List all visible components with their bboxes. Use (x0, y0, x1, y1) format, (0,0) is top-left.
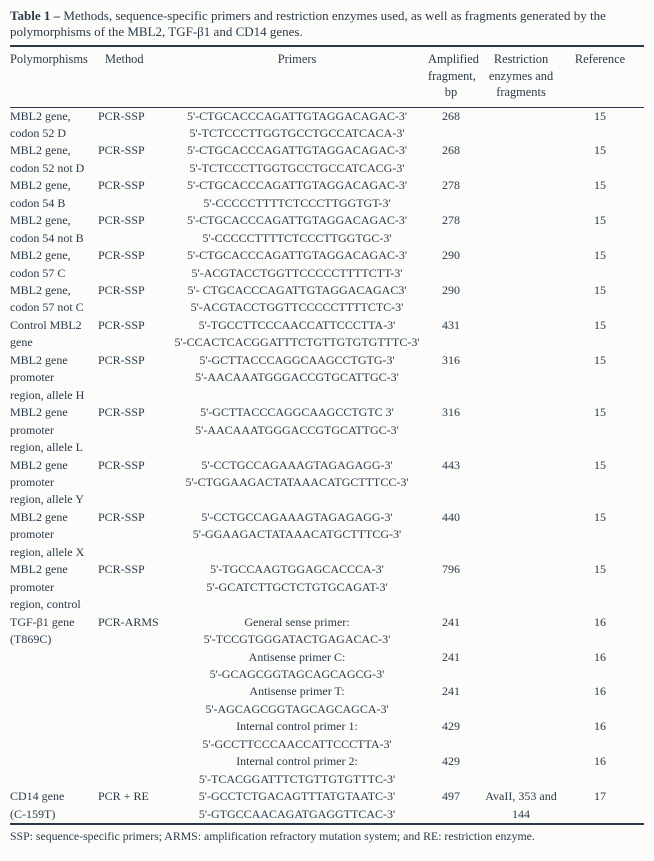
column-header-line: Reference (574, 52, 626, 66)
polymorphism-cell (10, 247, 98, 282)
restriction-cell (474, 107, 568, 142)
polymorphism-cell (10, 404, 98, 456)
polymorphism-line: MBL2 gene, (10, 143, 71, 158)
restriction-cell (474, 404, 568, 456)
polymorphism-line: region, allele X (10, 544, 85, 559)
table-title-text: Methods, sequence-specific primers and restriction enzymes used, as well as fragments generated by the polymorphisms of the MBL2, TGF-β1 and CD14 genes. (10, 8, 606, 39)
restriction-cell (474, 457, 568, 509)
reference-value: 15 (594, 405, 606, 420)
polymorphism-line: MBL2 gene, (10, 283, 71, 298)
primer-line: 5'-CTGCACCCAGATTGTAGGACAGAC-3' (186, 248, 408, 263)
column-header-primers (166, 46, 428, 107)
polymorphism-line: region, allele Y (10, 492, 84, 507)
fragment-cell (428, 614, 474, 649)
primers-cell (166, 509, 428, 561)
method-cell (98, 107, 166, 142)
reference-value: 15 (594, 283, 606, 298)
restriction-cell (474, 649, 568, 684)
table-row (10, 212, 644, 247)
reference-value: 16 (594, 754, 606, 769)
method-value: PCR-SSP (98, 317, 145, 332)
method-cell (98, 142, 166, 177)
fragment-cell (428, 649, 474, 684)
polymorphism-line: codon 52 not D (10, 160, 85, 175)
table-title (10, 8, 644, 40)
primers-cell (166, 107, 428, 142)
fragment-value: 431 (442, 317, 460, 332)
method-cell (98, 509, 166, 561)
polymorphism-cell (10, 788, 98, 824)
polymorphism-line: promoter (10, 422, 54, 437)
primers-cell (166, 177, 428, 212)
fragment-value: 440 (442, 509, 460, 524)
polymorphism-line: (C-159T) (10, 806, 56, 821)
primers-cell (166, 683, 428, 718)
method-cell (98, 317, 166, 352)
fragment-value: 443 (442, 457, 460, 472)
primer-line: 5'-CCACTCACGGATTTCTGTTGTGTGTTTC-3' (174, 335, 420, 350)
primers-cell (166, 788, 428, 824)
column-header-amplified-fragment (428, 46, 479, 107)
fragment-cell (428, 457, 474, 509)
primer-line: 5'-AGCAGCGGTAGCAGCAGCA-3' (205, 701, 389, 716)
polymorphism-cell (10, 753, 98, 788)
polymorphism-line: MBL2 gene (10, 509, 68, 524)
primer-line: 5'-TCTCCCTTGGTGCCTGCCATCACA-3' (189, 125, 405, 140)
method-value: PCR-SSP (98, 213, 145, 228)
fragment-cell (428, 352, 474, 404)
restriction-cell (474, 352, 568, 404)
table-footnote: SSP: sequence-specific primers; ARMS: amplification refractory mutation system; and RE: restriction enzyme. (10, 829, 535, 844)
fragment-cell (428, 509, 474, 561)
primer-line: 5'- CTGCACCCAGATTGTAGGACAGAC3' (187, 283, 407, 298)
polymorphism-line: region, allele L (10, 440, 83, 455)
table-body (10, 107, 644, 824)
reference-value: 15 (594, 108, 606, 123)
restriction-cell (474, 177, 568, 212)
column-header-line: Method (105, 52, 144, 66)
column-header-line: fragment, (428, 68, 476, 83)
method-value: PCR-SSP (98, 283, 145, 298)
table-row (10, 683, 644, 718)
primer-line: 5'-CCTGCCAGAAAGTAGAGAGG-3' (201, 509, 393, 524)
method-value: PCR-SSP (98, 143, 145, 158)
fragment-cell (428, 107, 474, 142)
fragment-value: 796 (442, 562, 460, 577)
reference-value: 15 (594, 213, 606, 228)
polymorphism-cell (10, 352, 98, 404)
polymorphism-line: codon 54 not B (10, 230, 84, 245)
primer-line: 5'-TCCGTGGGATACTGAGACAC-3' (203, 632, 391, 647)
table-header-row (10, 46, 644, 107)
primer-line: 5'-GCTTACCCAGGCAAGCCTGTC 3' (200, 405, 394, 420)
reference-value: 17 (594, 789, 606, 804)
polymorphism-line: MBL2 gene (10, 405, 68, 420)
fragment-value: 290 (442, 248, 460, 263)
column-header-restriction (474, 46, 568, 107)
restriction-cell (474, 317, 568, 352)
primer-line: 5'-GCTTACCCAGGCAAGCCTGTG-3' (199, 352, 395, 367)
polymorphism-cell (10, 683, 98, 718)
polymorphism-line: MBL2 gene (10, 457, 68, 472)
polymorphism-cell (10, 614, 98, 649)
fragment-value: 241 (442, 614, 460, 629)
restriction-cell (474, 212, 568, 247)
restriction-cell (474, 614, 568, 649)
primers-cell (166, 457, 428, 509)
primer-line: 5'-GTGCCAACAGATGAGGTTCAC-3' (198, 806, 396, 821)
primer-line: 5'-TCACGGATTTCTGTTGTGTTTC-3' (198, 771, 396, 786)
primer-line: 5'-CTGCACCCAGATTGTAGGACAGAC-3' (186, 178, 408, 193)
fragment-cell (428, 561, 474, 613)
reference-value: 15 (594, 248, 606, 263)
method-cell (98, 247, 166, 282)
fragment-value: 429 (442, 754, 460, 769)
primers-cell (166, 404, 428, 456)
primer-line: Internal control primer 2: (236, 754, 358, 769)
polymorphism-line: MBL2 gene, (10, 178, 71, 193)
table-row (10, 247, 644, 282)
fragment-cell (428, 718, 474, 753)
primers-cell (166, 753, 428, 788)
fragment-value: 290 (442, 283, 460, 298)
method-cell (98, 177, 166, 212)
polymorphism-cell (10, 718, 98, 753)
method-value: PCR-ARMS (98, 614, 159, 629)
primer-line: 5'-ACGTACCTGGTTCCCCCTTTTCTC-3' (190, 300, 404, 315)
restriction-cell (474, 561, 568, 613)
primer-line: 5'-TGCCAAGTGGAGCACCCA-3' (210, 562, 384, 577)
method-cell (98, 753, 166, 788)
fragment-cell (428, 212, 474, 247)
polymorphism-cell (10, 457, 98, 509)
primer-line: 5'-GCCTCTGACAGTTTATGTAATC-3' (198, 789, 396, 804)
column-header-line: Polymorphisms (10, 52, 88, 66)
method-value: PCR-SSP (98, 509, 145, 524)
reference-cell (568, 107, 644, 142)
primer-line: 5'-GGAAGACTATAAACATGCTTTCG-3' (192, 527, 402, 542)
fragment-cell (428, 683, 474, 718)
polymorphism-cell (10, 509, 98, 561)
polymorphism-line: (T869C) (10, 632, 52, 647)
primers-cell (166, 718, 428, 753)
fragment-value: 316 (442, 405, 460, 420)
primers-cell (166, 614, 428, 649)
column-header-line: Primers (277, 52, 317, 66)
table-row (10, 282, 644, 317)
fragment-cell (428, 247, 474, 282)
primer-line: 5'-GCAGCGGTAGCAGCAGCG-3' (209, 667, 385, 681)
primers-cell (166, 247, 428, 282)
primer-line: 5'-TGCCTTCCCAACCATTCCCTTA-3' (198, 317, 396, 332)
reference-cell (568, 649, 644, 684)
fragment-cell (428, 142, 474, 177)
table-row (10, 457, 644, 509)
fragment-cell (428, 404, 474, 456)
method-cell (98, 649, 166, 684)
reference-value: 16 (594, 649, 606, 664)
column-header-line: bp (444, 85, 458, 99)
polymorphism-line: codon 57 not C (10, 300, 84, 315)
reference-value: 15 (594, 562, 606, 577)
table-row (10, 142, 644, 177)
polymorphism-cell (10, 561, 98, 613)
reference-cell (568, 212, 644, 247)
polymorphism-line: gene (10, 335, 33, 350)
column-header-line: enzymes and (488, 68, 554, 83)
table-row (10, 614, 644, 649)
reference-value: 16 (594, 614, 606, 629)
method-cell (98, 457, 166, 509)
polymorphism-line: MBL2 gene, (10, 248, 71, 263)
table-row (10, 561, 644, 613)
restriction-line: AvaII, 353 and (485, 789, 557, 804)
primer-line: 5'-CCCCCTTTTCTCCCTTGGTGT-3' (203, 195, 391, 210)
method-cell (98, 561, 166, 613)
polymorphism-line: promoter (10, 475, 54, 490)
polymorphism-cell (10, 282, 98, 317)
method-value: PCR-SSP (98, 248, 145, 263)
method-value: PCR-SSP (98, 108, 145, 123)
reference-cell (568, 247, 644, 282)
primer-line: 5'-GCCTTCCCAACCATTCCCTTA-3' (202, 736, 392, 751)
fragment-cell (428, 177, 474, 212)
method-cell (98, 683, 166, 718)
primer-line: 5'-CTGCACCCAGATTGTAGGACAGAC-3' (186, 213, 408, 228)
reference-cell (568, 317, 644, 352)
primer-line: 5'-AACAAATGGGACCGTGCATTGC-3' (195, 422, 399, 437)
reference-cell (568, 457, 644, 509)
fragment-value: 268 (442, 108, 460, 123)
reference-value: 15 (594, 178, 606, 193)
column-header-method (98, 46, 166, 107)
restriction-cell (474, 247, 568, 282)
polymorphism-line: promoter (10, 527, 54, 542)
reference-cell (568, 683, 644, 718)
polymorphism-line: region, control (10, 597, 81, 612)
fragment-value: 316 (442, 352, 460, 367)
method-value: PCR-SSP (98, 352, 145, 367)
column-header-polymorphisms (10, 46, 98, 107)
column-header-line: Restriction (493, 52, 549, 66)
polymorphism-line: codon 52 D (10, 125, 66, 140)
methods-primers-table (10, 45, 644, 825)
primers-cell (166, 317, 428, 352)
fragment-cell (428, 317, 474, 352)
reference-cell (568, 509, 644, 561)
restriction-cell (474, 282, 568, 317)
polymorphism-line: region, allele H (10, 387, 85, 402)
primer-line: Antisense primer T: (249, 684, 345, 699)
reference-value: 16 (594, 684, 606, 699)
polymorphism-cell (10, 317, 98, 352)
polymorphism-cell (10, 177, 98, 212)
fragment-cell (428, 282, 474, 317)
polymorphism-line: TGF-β1 gene (10, 614, 75, 629)
method-cell (98, 788, 166, 824)
polymorphism-line: MBL2 gene, (10, 108, 71, 123)
reference-value: 15 (594, 509, 606, 524)
fragment-cell (428, 753, 474, 788)
primers-cell (166, 352, 428, 404)
primer-line: 5'-CCCCCTTTTCTCCCTTGGTGC-3' (202, 230, 392, 245)
polymorphism-line: MBL2 gene (10, 352, 68, 367)
polymorphism-line: promoter (10, 370, 54, 385)
primer-line: 5'-CTGCACCCAGATTGTAGGACAGAC-3' (186, 143, 408, 158)
polymorphism-line: promoter (10, 579, 54, 594)
method-cell (98, 614, 166, 649)
reference-cell (568, 718, 644, 753)
polymorphism-line: codon 57 C (10, 265, 66, 280)
fragment-value: 268 (442, 143, 460, 158)
table-row (10, 177, 644, 212)
reference-cell (568, 177, 644, 212)
table-title-label: Table 1 – (10, 8, 61, 23)
primers-cell (166, 142, 428, 177)
fragment-value: 497 (442, 789, 460, 804)
table-row (10, 788, 644, 824)
reference-cell (568, 404, 644, 456)
polymorphism-line: codon 54 B (10, 195, 66, 210)
table-row (10, 649, 644, 684)
polymorphism-line: Control MBL2 (10, 317, 82, 332)
primer-line: 5'-GCATCTTGCTCTGTGCAGAT-3' (206, 579, 388, 594)
restriction-cell (474, 718, 568, 753)
reference-cell (568, 614, 644, 649)
column-header-line: Amplified (428, 52, 479, 66)
table-row (10, 509, 644, 561)
primers-cell (166, 282, 428, 317)
polymorphism-line: MBL2 gene (10, 562, 68, 577)
primers-cell (166, 561, 428, 613)
reference-value: 16 (594, 719, 606, 734)
fragment-cell (428, 788, 474, 824)
method-cell (98, 282, 166, 317)
column-header-reference (568, 46, 644, 107)
reference-cell (568, 282, 644, 317)
method-value: PCR + RE (98, 789, 149, 804)
primer-line: 5'-CTGCACCCAGATTGTAGGACAGAC-3' (186, 108, 408, 123)
polymorphism-cell (10, 142, 98, 177)
fragment-value: 241 (442, 649, 460, 664)
primer-line: 5'-CTGGAAGACTATAAACATGCTTTCC-3' (185, 475, 409, 490)
primer-line: Internal control primer 1: (236, 719, 358, 734)
reference-value: 15 (594, 143, 606, 158)
reference-cell (568, 142, 644, 177)
polymorphism-cell (10, 649, 98, 684)
primers-cell (166, 649, 428, 684)
method-value: PCR-SSP (98, 457, 145, 472)
primer-line: 5'-CCTGCCAGAAAGTAGAGAGG-3' (201, 457, 393, 472)
method-cell (98, 352, 166, 404)
primer-line: 5'-TCTCCCTTGGTGCCTGCCATCACG-3' (189, 160, 405, 175)
restriction-cell (474, 788, 568, 824)
reference-value: 15 (594, 317, 606, 332)
fragment-value: 241 (442, 684, 460, 699)
polymorphism-cell (10, 107, 98, 142)
reference-cell (568, 561, 644, 613)
table-row (10, 404, 644, 456)
reference-cell (568, 788, 644, 824)
table-row (10, 107, 644, 142)
restriction-cell (474, 509, 568, 561)
reference-cell (568, 753, 644, 788)
primer-line: General sense primer: (244, 614, 350, 629)
table-header (10, 46, 644, 107)
restriction-cell (474, 753, 568, 788)
reference-value: 15 (594, 457, 606, 472)
restriction-cell (474, 142, 568, 177)
table-row (10, 317, 644, 352)
primer-line: 5'-ACGTACCTGGTTCCCCCTTTTCTT-3' (191, 265, 403, 280)
fragment-value: 278 (442, 178, 460, 193)
method-value: PCR-SSP (98, 178, 145, 193)
column-header-line: fragments (496, 85, 546, 99)
method-value: PCR-SSP (98, 405, 145, 420)
table-row (10, 352, 644, 404)
primers-cell (166, 212, 428, 247)
method-cell (98, 718, 166, 753)
polymorphism-line: MBL2 gene, (10, 213, 71, 228)
fragment-value: 278 (442, 213, 460, 228)
fragment-value: 429 (442, 719, 460, 734)
method-cell (98, 212, 166, 247)
restriction-cell (474, 683, 568, 718)
reference-value: 15 (594, 352, 606, 367)
primer-line: 5'-AACAAATGGGACCGTGCATTGC-3' (195, 370, 399, 385)
polymorphism-cell (10, 212, 98, 247)
primer-line: Antisense primer C: (248, 649, 346, 664)
restriction-line: 144 (512, 806, 530, 821)
method-value: PCR-SSP (98, 562, 145, 577)
table-row (10, 718, 644, 753)
method-cell (98, 404, 166, 456)
polymorphism-line: CD14 gene (10, 789, 65, 804)
table-row (10, 753, 644, 788)
reference-cell (568, 352, 644, 404)
